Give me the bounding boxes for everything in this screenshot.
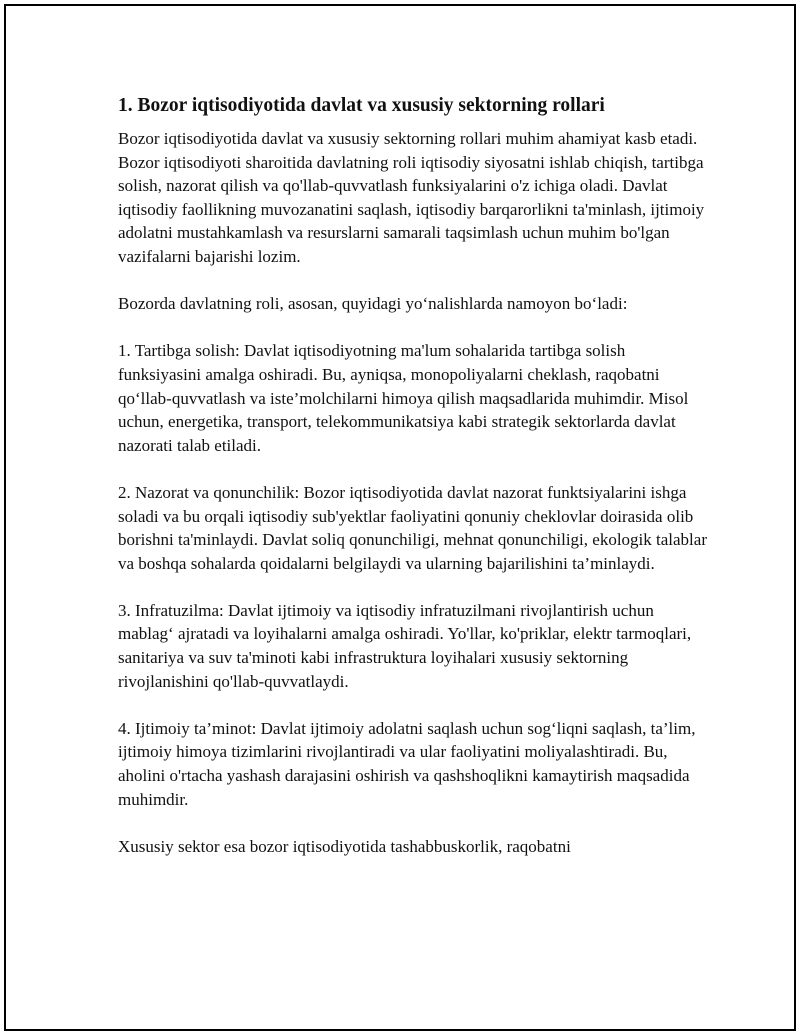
paragraph-roles-lead: Bozorda davlatning roli, asosan, quyidagi yo‘nalishlarda namoyon bo‘ladi: — [118, 294, 628, 314]
document-body — [118, 93, 708, 882]
paragraph-legislation: 2. Nazorat va qonunchilik: Bozor iqtisodiyotida davlat nazorat funktsiyalarini ishga soladi va bu orqali iqtisodiy sub'yektlar faoliyatini qonuniy cheklovlar doirasida olib borishni ta'minlaydi. Davlat soliq qonunchiligi, mehnat qonunchiligi, ekologik talablar va boshqa sohalarda qoidalarni belgilaydi va ularning bajarilishini ta’minlaydi. — [118, 482, 707, 573]
paragraph-regulation: 1. Tartibga solish: Davlat iqtisodiyotning ma'lum sohalarida tartibga solish funksiyasini amalga oshiradi. Bu, ayniqsa, monopoliyalarni cheklash, raqobatni qo‘llab-quvvatlash va iste’molchilarni himoya qilish maqsadlarida muhimdir. Misol uchun, energetika, transport, telekommunikatsiya kabi strategik sektorlarda davlat nazorati talab etiladi. — [118, 341, 689, 455]
paragraph-social-security: 4. Ijtimoiy ta’minot: Davlat ijtimoiy adolatni saqlash uchun sog‘liqni saqlash, ta’lim, ijtimoiy himoya tizimlarini rivojlantiradi va ular faoliyatini moliyalashtiradi. Bu, aholini o'rtacha yashash darajasini oshirish va qashshoqlikni kamaytirish maqsadida muhimdir. — [118, 718, 696, 809]
paragraph-private-sector: Xususiy sektor esa bozor iqtisodiyotida tashabbuskorlik, raqobatni — [118, 836, 571, 856]
paragraph-intro: Bozor iqtisodiyotida davlat va xususiy sektorning rollari muhim ahamiyat kasb etadi. Bozor iqtisodiyoti sharoitida davlatning roli iqtisodiy siyosatni ishlab chiqish, tartibga solish, nazorat qilish va qo'llab-quvvatlash funksiyalarini o'z ichiga oladi. Davlat iqtisodiy faollikning muvozanatini saqlash, iqtisodiy barqarorlikni ta'minlash, ijtimoiy adolatni mustahkamlash va resurslarni samarali taqsimlash uchun muhim bo'lgan vazifalarni bajarishi lozim. — [118, 129, 705, 266]
paragraph-infrastructure: 3. Infratuzilma: Davlat ijtimoiy va iqtisodiy infratuzilmani rivojlantirish uchun mablag‘ ajratadi va loyihalarni amalga oshiradi. Yo'llar, ko'priklar, elektr tarmoqlari, sanitariya va suv ta'minoti kabi infrastruktura loyihalari xususiy sektorning rivojlanishini qo'llab-quvvatlaydi. — [118, 600, 692, 691]
section-heading: 1. Bozor iqtisodiyotida davlat va xususiy sektorning rollari — [118, 95, 605, 116]
